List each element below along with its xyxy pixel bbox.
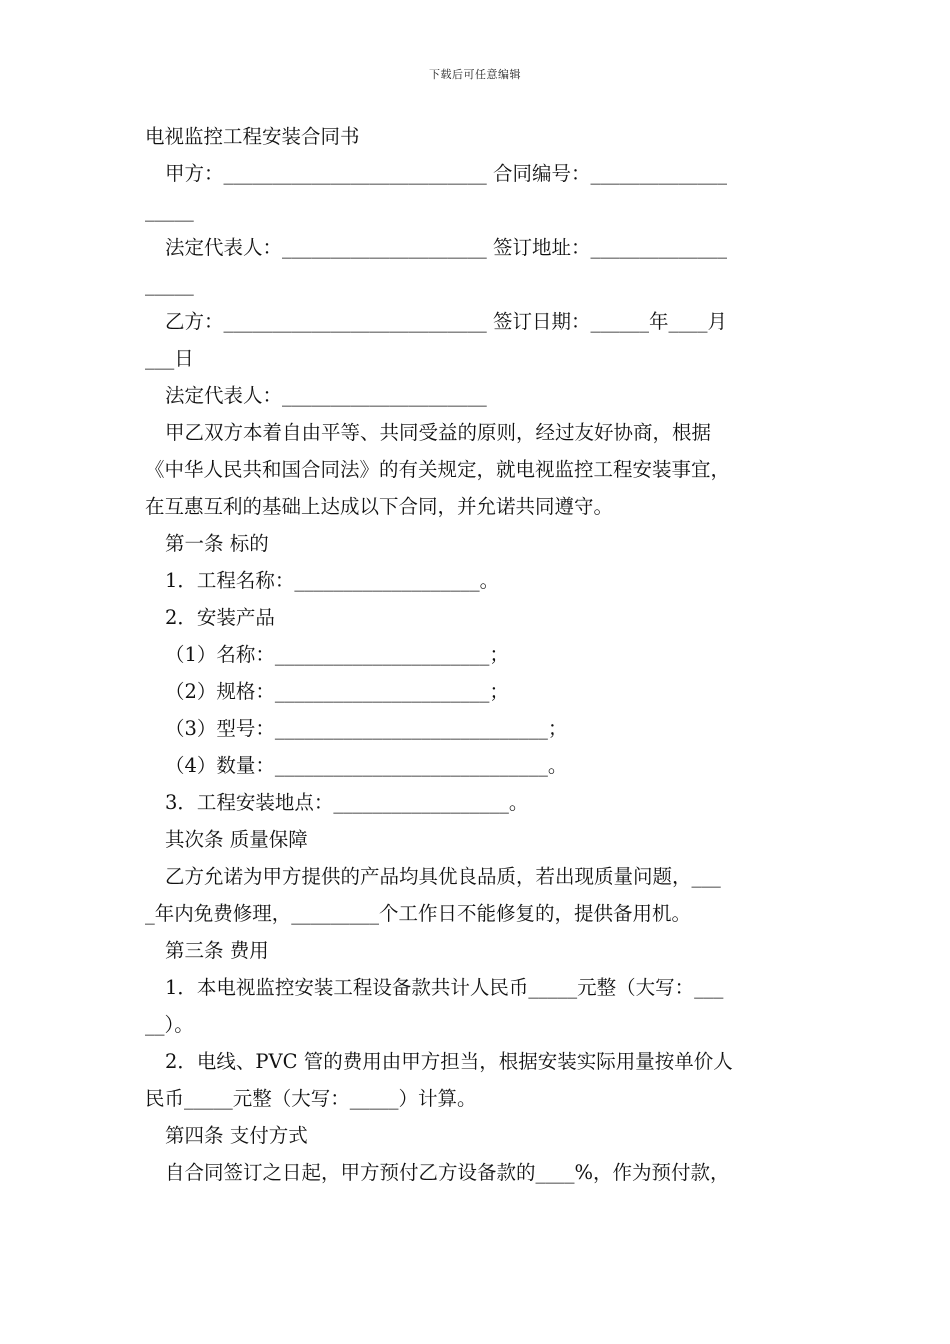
contract-line: 2．安装产品: [165, 606, 275, 629]
contract-line: _____: [145, 199, 194, 222]
contract-line: （2）规格：______________________；: [165, 680, 509, 703]
contract-line: （3）型号：____________________________；: [165, 717, 568, 740]
contract-line: （1）名称：______________________；: [165, 643, 509, 666]
document-title: 电视监控工程安装合同书: [145, 125, 360, 148]
contract-line: 1．工程名称：___________________。: [165, 569, 500, 592]
contract-line: 法定代表人：_____________________ 签订地址：______________: [165, 236, 727, 259]
contract-line: 在互惠互利的基础上达成以下合同，并允诺共同遵守。: [145, 495, 614, 518]
contract-line: 民币_____元整（大写：_____）计算。: [145, 1087, 477, 1110]
contract-line: 1．本电视监控安装工程设备款共计人民币_____元整（大写：___: [165, 976, 724, 999]
contract-line: 甲乙双方本着自由平等、共同受益的原则，经过友好协商，根据: [165, 421, 712, 444]
contract-line: 第三条 费用: [165, 939, 269, 962]
contract-line: 乙方允诺为甲方提供的产品均具优良品质，若出现质量问题，___: [165, 865, 721, 888]
contract-line: 第一条 标的: [165, 532, 269, 555]
contract-line: 乙方：___________________________ 签订日期：______年____月: [165, 310, 727, 333]
contract-body: [145, 118, 825, 1191]
contract-line: 自合同签订之日起，甲方预付乙方设备款的____%，作为预付款，: [165, 1161, 730, 1184]
contract-line: 2．电线、PVC 管的费用由甲方担当，根据安装实际用量按单价人: [165, 1050, 733, 1073]
contract-line: （4）数量：____________________________。: [165, 754, 568, 777]
contract-line: 第四条 支付方式: [165, 1124, 308, 1147]
contract-line: ___日: [145, 347, 194, 370]
contract-line: __）。: [145, 1013, 194, 1036]
contract-line: 甲方：___________________________ 合同编号：______________: [165, 162, 727, 185]
contract-line: 其次条 质量保障: [165, 828, 308, 851]
contract-line: _年内免费修理，_________个工作日不能修复的，提供备用机。: [145, 902, 692, 925]
contract-line: 3．工程安装地点：__________________。: [165, 791, 529, 814]
contract-lines: [145, 155, 825, 1191]
contract-line: 《中华人民共和国合同法》的有关规定，就电视监控工程安装事宜，: [145, 458, 731, 481]
page-header-note: 下载后可任意编辑: [429, 68, 521, 81]
contract-line: 法定代表人：_____________________: [165, 384, 487, 407]
contract-line: _____: [145, 273, 194, 296]
